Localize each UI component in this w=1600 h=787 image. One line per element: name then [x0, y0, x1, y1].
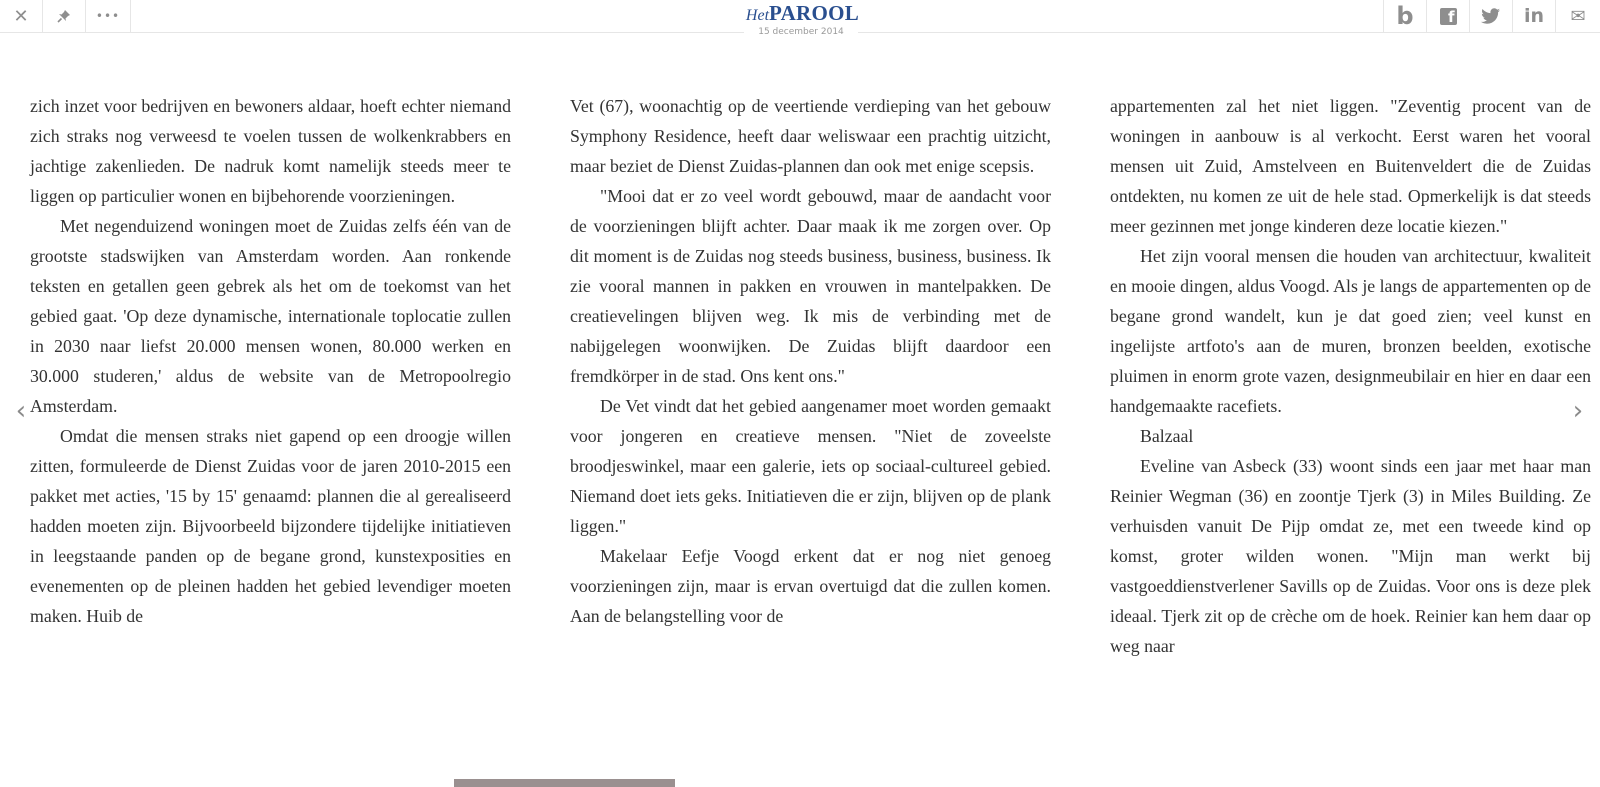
- facebook-glyph: f: [1447, 7, 1455, 26]
- twitter-icon: [1481, 8, 1501, 24]
- linkedin-icon: in: [1523, 5, 1545, 27]
- close-icon: ✕: [13, 5, 29, 27]
- chevron-right-icon: ›: [1572, 396, 1584, 426]
- facebook-share-button[interactable]: [1426, 0, 1469, 32]
- previous-page-button[interactable]: [11, 396, 31, 426]
- logo-prefix: Het: [745, 7, 770, 24]
- publication-logo: [745, 1, 860, 26]
- more-icon: •••: [95, 9, 121, 23]
- subheading: Balzaal: [1140, 426, 1194, 446]
- article-column-1: [30, 91, 511, 631]
- twitter-share-button[interactable]: [1469, 0, 1512, 32]
- more-options-button[interactable]: [86, 0, 131, 32]
- pin-icon: [57, 9, 71, 23]
- paragraph: Het zijn vooral mensen die houden van architectuur, kwaliteit en mooie dingen, aldus Voogd. Als je langs de appartementen op de begane grond wandelt, kun je dat goed zien; veel kunst en ingelijste artfoto's aan de muren, bronzen beelden, exotische pluimen in enorm grote vazen, designmeubilair en hier en daar een handgemaakte racefiets.: [1110, 246, 1591, 416]
- pin-button[interactable]: [43, 0, 86, 32]
- paragraph: Makelaar Eefje Voogd erkent dat er nog niet genoeg voorzieningen zijn, maar is ervan overtuigd dat die zullen komen. Aan de belangstelling voor de: [570, 546, 1051, 626]
- mail-icon: ✉: [1570, 5, 1586, 27]
- next-page-button[interactable]: [1568, 396, 1588, 426]
- paragraph: Eveline van Asbeck (33) woont sinds een jaar met haar man Reinier Wegman (36) en zoontje Tjerk (3) in Miles Building. Ze verhuisden vanuit De Pijp omdat ze, met een tweede kind op komst, groter wilden wonen. "Mijn man werkt bij vastgoeddienstverlener Savills op de Zuidas. Voor ons is deze plek ideaal. Tjerk zit op de crèche om de hoek. Reinier kan hem daar op weg naar: [1110, 456, 1591, 656]
- paragraph: "Mooi dat er zo veel wordt gebouwd, maar de aandacht voor de voorzieningen blijft achter. Daar maak ik me zorgen over. Op dit moment is de Zuidas nog steeds business, business, business. Ik zie vooral mannen in pakken en vrouwen in mantelpakken. De creatievelingen blijven weg. Ik mis de verbinding met de nabijgelegen woonwijken. De Zuidas blijft daardoor een fremdkörper in de stad. Ons kent ons.": [570, 186, 1051, 386]
- blendle-button[interactable]: [1383, 0, 1426, 32]
- paragraph: De Vet vindt dat het gebied aangenamer moet worden gemaakt voor jongeren en creatieve mensen. "Niet de zoveelste broodjeswinkel, maar een galerie, iets op sociaal-cultureel gebied. Niemand doet iets geks. Initiatieven die er zijn, blijven op de plank liggen.": [570, 396, 1051, 536]
- paragraph: Met negenduizend woningen moet de Zuidas zelfs één van de grootste stadswijken van Amsterdam worden. Aan ronkende teksten en getallen geen gebrek als het om de toekomst van het gebied gaat. 'Op deze dynamische, internationale toplocatie zullen in 2030 naar liefst 20.000 mensen wonen, 80.000 werken en 30.000 studeren,' aldus de website van de Metropoolregio Amsterdam.: [30, 216, 511, 416]
- linkedin-share-button[interactable]: [1512, 0, 1555, 32]
- article-column-3: [1110, 91, 1591, 661]
- publication-date: 15 december 2014: [744, 26, 858, 38]
- paragraph: Omdat die mensen straks niet gapend op een droogje willen zitten, formuleerde de Dienst Zuidas voor de jaren 2010-2015 een pakket met acties, '15 by 15' genaamd: plannen die al gerealiseerd hadden moeten zijn. Bijvoorbeeld bijzondere tijdelijke initiatieven in leegstaande panden op de begane grond, kunstexposities en evenementen op de pleinen hadden het gebied levendiger moeten maken. Huib de: [30, 426, 511, 626]
- facebook-icon: [1440, 8, 1457, 25]
- paragraph: zich inzet voor bedrijven en bewoners aldaar, hoeft echter niemand zich straks nog verweesd te voelen tussen de wolkenkrabbers en jachtige zakenlieden. De nadruk komt namelijk steeds meer te liggen op particulier wonen en bijbehorende voorzieningen.: [30, 96, 511, 206]
- close-button[interactable]: [0, 0, 43, 32]
- blendle-icon: b: [1396, 2, 1414, 30]
- paragraph: Vet (67), woonachtig op de veertiende verdieping van het gebouw Symphony Residence, heeft daar weliswaar een prachtig uitzicht, maar beziet de Dienst Zuidas-plannen dan ook met enige scepsis.: [570, 96, 1051, 176]
- logo-name: PAROOL: [769, 1, 860, 25]
- article-column-2: [570, 91, 1051, 631]
- chevron-left-icon: ‹: [15, 396, 27, 426]
- paragraph: appartementen zal het niet liggen. "Zeventig procent van de woningen in aanbouw is al verkocht. Eerst waren het vooral mensen uit Zuid, Amstelveen en Buitenveldert die de Zuidas ontdekten, nu komen ze uit de hele stad. Opmerkelijk is dat steeds meer gezinnen met jonge kinderen deze locatie kiezen.": [1110, 96, 1591, 236]
- scroll-position-indicator[interactable]: [454, 779, 675, 787]
- mail-share-button[interactable]: [1555, 0, 1600, 32]
